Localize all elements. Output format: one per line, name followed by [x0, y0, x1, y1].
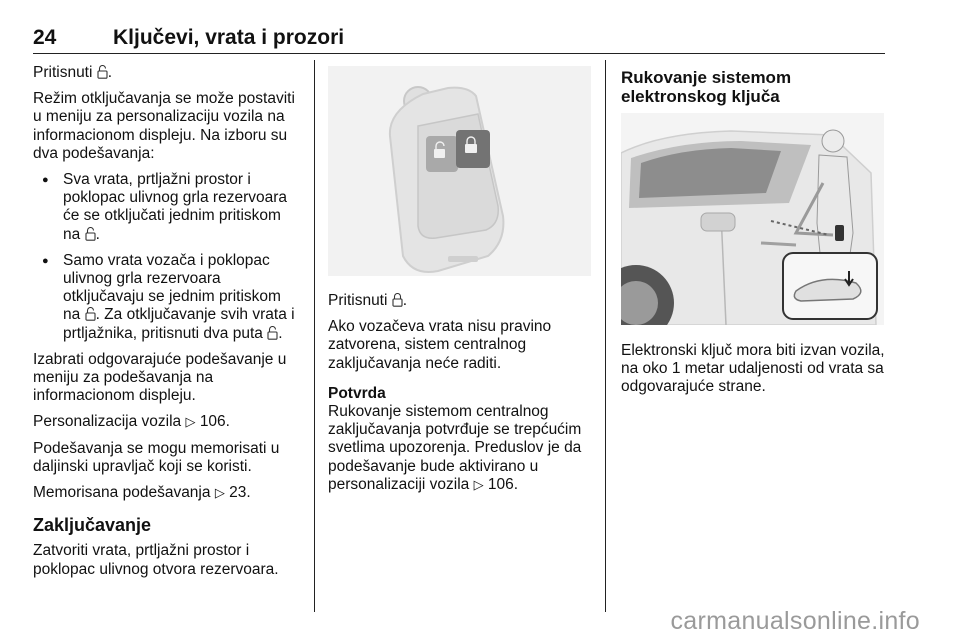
paragraph-memorized-ref: Memorisana podešavanja ▷ 23.	[33, 484, 251, 502]
reference-arrow-icon: ▷	[473, 476, 484, 492]
watermark: carmanualsonline.info	[670, 607, 920, 635]
paragraph-confirmation: Potvrda Rukovanje sistemom centralnog zaključavanja potvrđuje se trepćućim svetlima upozorenja. Preduslov je da podešavanje bude aktivirano u personalizaciji vozila ▷ 106.	[328, 384, 582, 493]
list-item: ● Sva vrata, prtljažni prostor i poklopac ulivnog grla rezervoara će se otključati jednim pritiskom na .	[33, 171, 299, 244]
settings-list	[33, 171, 299, 343]
paragraph-press-lock: Pritisnuti .	[328, 292, 408, 309]
column-3-text	[621, 342, 889, 405]
reference-arrow-icon: ▷	[185, 414, 196, 430]
unlock-icon	[85, 307, 96, 321]
unlock-icon	[267, 326, 278, 340]
car-door-illustration	[621, 113, 884, 325]
key-fob-illustration	[328, 66, 591, 276]
list-item: ● Samo vrata vozača i poklopac ulivnog grla rezervoara otključavaju se jednim pritiskom na . Za otključavanje svih vrata i prtljažnika, pritisnuti dva puta .	[33, 252, 299, 343]
column-3	[621, 68, 889, 106]
header-rule	[33, 53, 885, 54]
paragraph-memorize: Podešavanja se mogu memorisati u daljinski upravljač koji se koristi.	[33, 439, 280, 475]
lock-icon	[392, 293, 403, 307]
heading-confirmation: Potvrda	[328, 384, 386, 402]
chapter-title: Ključevi, vrata i prozori	[113, 26, 345, 49]
page-number: 24	[33, 26, 57, 49]
paragraph-driver-door: Ako vozačeva vrata nisu pravino zatvorena, sistem centralnog zaključavanja neće raditi.	[328, 318, 552, 372]
unlock-icon	[97, 65, 108, 79]
paragraph-select-setting: Izabrati odgovarajuće podešavanje u meniju za podešavanja na informacionom displeju.	[33, 350, 287, 405]
column-divider-1	[314, 60, 315, 612]
key-fob-figure	[328, 66, 591, 276]
column-1	[33, 64, 299, 587]
column-divider-2	[605, 60, 606, 612]
subheading-locking: Zaključavanje	[33, 515, 152, 536]
paragraph-electronic-key-distance: Elektronski ključ mora biti izvan vozila, na oko 1 metar udaljenosti od vrata sa odgovarajuće strane.	[621, 342, 885, 396]
paragraph-unlock-mode: Režim otključavanja se može postaviti u meniju za personalizaciju vozila na informacionom displeju. Na izboru su dva podešavanja:	[33, 90, 295, 162]
paragraph-personalization-ref: Personalizacija vozila ▷ 106.	[33, 413, 230, 431]
paragraph-press-unlock: Pritisnuti .	[33, 64, 113, 81]
reference-arrow-icon: ▷	[214, 485, 225, 501]
car-door-figure	[621, 113, 884, 325]
unlock-icon	[85, 227, 96, 241]
heading-electronic-key: Rukovanje sistemom elektronskog ključa	[621, 68, 792, 106]
column-2	[328, 292, 594, 502]
paragraph-close-doors: Zatvoriti vrata, prtljažni prostor i poklopac ulivnog otvora rezervoara.	[33, 542, 279, 578]
